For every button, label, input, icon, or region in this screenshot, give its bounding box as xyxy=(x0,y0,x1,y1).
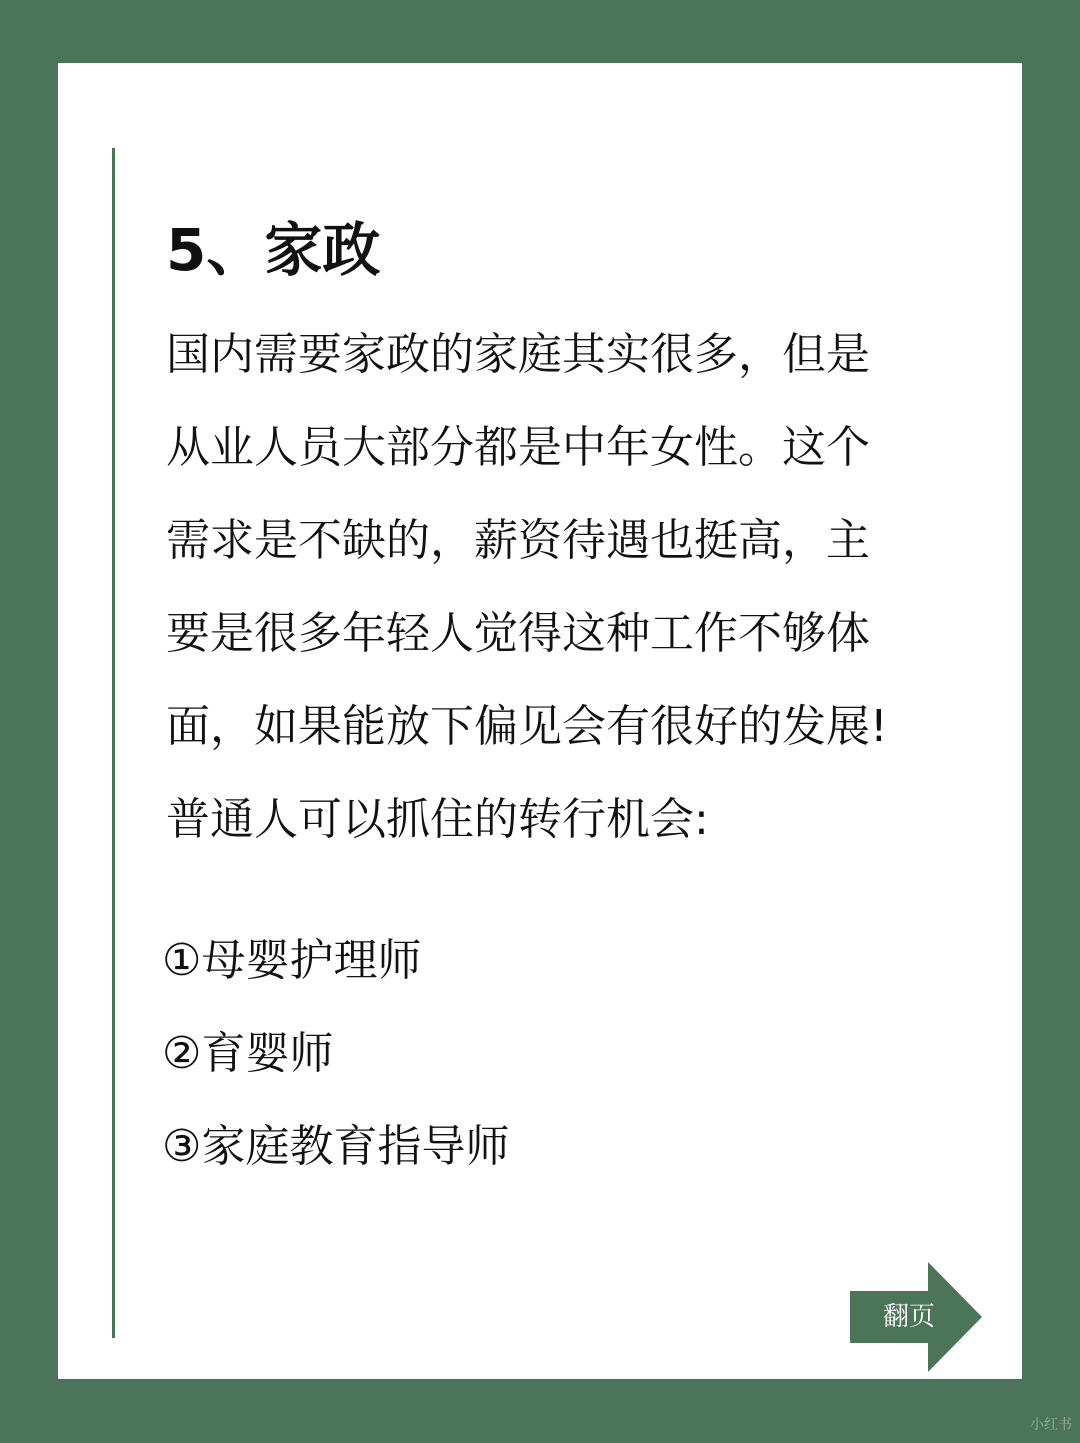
paragraph-line: 需求是不缺的，薪资待遇也挺高，主 xyxy=(166,515,870,566)
list-item: ②育婴师 xyxy=(162,1028,334,1079)
career-list xyxy=(162,928,862,1207)
left-accent-rule xyxy=(112,148,115,1338)
paragraph-line: 普通人可以抓住的转行机会: xyxy=(166,794,709,845)
next-page-label: 翻页 xyxy=(882,1302,935,1332)
paragraph-line: 国内需要家政的家庭其实很多，但是 xyxy=(166,329,870,380)
body-paragraph xyxy=(166,322,966,880)
list-item: ③家庭教育指导师 xyxy=(162,1121,510,1172)
next-page-button[interactable] xyxy=(850,1262,984,1372)
paragraph-line: 从业人员大部分都是中年女性。这个 xyxy=(166,422,870,473)
page-title: 5、家政 xyxy=(166,216,381,284)
paragraph-line: 面，如果能放下偏见会有很好的发展! xyxy=(166,701,888,752)
paragraph-line: 要是很多年轻人觉得这种工作不够体 xyxy=(166,608,870,659)
list-item: ①母婴护理师 xyxy=(162,935,422,986)
watermark: 小红书 xyxy=(1030,1417,1072,1433)
